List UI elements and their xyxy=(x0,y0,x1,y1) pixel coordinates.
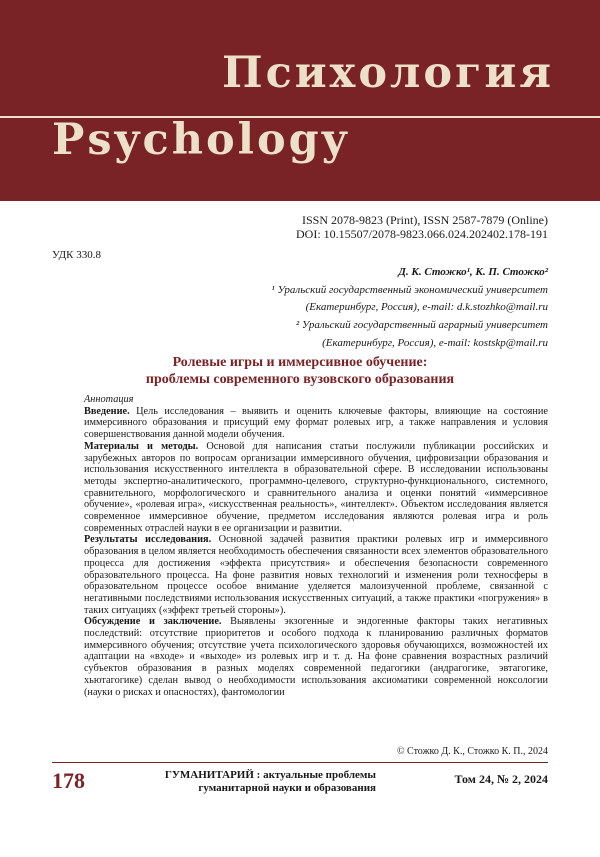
abstract-introduction-text: Цель исследования – выявить и оценить ключевые факторы, влияющие на состояние иммерсивного образования и присущий ему формат ролевых игр, а также направления и условия совершенствования данной модели обучения. xyxy=(84,405,548,441)
abstract-results-heading: Результаты исследования. xyxy=(84,534,212,546)
abstract-discussion xyxy=(84,616,548,698)
udc-code: УДК 330.8 xyxy=(52,249,102,261)
affiliation-1-line-1: ¹ Уральский государственный экономический университет xyxy=(271,283,548,296)
abstract-results-text: Основной задачей развития практики ролевых игр и иммерсивного образования в целом является необходимость обеспечения связанности всех элементов образовательного процесса для достижения «эффекта присутствия» и обеспечения безопасности современного образовательного процесса. На фоне развития новых технологий и изменения роли техносферы в образовательном процессе особое внимание уделяется малоизученной проблеме, связанной с негативными последствиями использования искусственных ситуаций, а также практики «погружения» в таких ситуациях («эффект третьей стороны»). xyxy=(84,534,548,616)
affiliation-2-line-2: (Екатеринбург, Россия), e-mail: kostskp@mail.ru xyxy=(322,336,548,349)
abstract-introduction xyxy=(84,406,548,441)
abstract-discussion-text: Выявлены экзогенные и эндогенные факторы таких негативных последствий: отсутствие приоритетов и особого подхода к планированию различных форматов иммерсивного обучения; отсутствие учета психологического здоровья обучающихся, возможностей их адаптации на «входе» и «выходе» из ролевых игр и т. д. На фоне сравнения возрастных различий субъектов образования в разных моделях современной педагогики (андрагогике, эвтагогике, хьютагогике) сделан вывод о необходимости использования аксиоматики современной ноксологии (науки о рисках и опасностях), фантомологии xyxy=(84,616,548,698)
abstract-methods-heading: Материалы и методы. xyxy=(84,440,199,452)
article-title xyxy=(52,354,548,388)
journal-name-line-1: ГУМАНИТАРИЙ : актуальные проблемы xyxy=(164,769,376,781)
affiliation-2-line-1: ² Уральский государственный аграрный университет xyxy=(295,319,548,332)
journal-name-line-2: гуманитарной науки и образования xyxy=(198,782,376,794)
abstract-results xyxy=(84,534,548,616)
abstract-introduction-heading: Введение. xyxy=(84,405,130,417)
page-number: 178 xyxy=(52,768,85,793)
journal-name xyxy=(140,769,376,795)
article-title-line-1: Ролевые игры и иммерсивное обучение: xyxy=(172,355,428,370)
abstract-discussion-heading: Обсуждение и заключение. xyxy=(84,616,222,628)
doi[interactable]: DOI: 10.15507/2078-9823.066.024.202402.178-191 xyxy=(296,227,548,241)
affiliation-1-line-2: (Екатеринбург, Россия), e-mail: d.k.stozhko@mail.ru xyxy=(305,301,548,314)
section-title-en: Psychology xyxy=(52,115,350,165)
section-title-ru: Психология xyxy=(222,48,555,98)
abstract-methods xyxy=(84,441,548,535)
abstract xyxy=(84,394,548,698)
issn: ISSN 2078-9823 (Print), ISSN 2587-7879 (Online) xyxy=(302,213,548,227)
abstract-label: Аннотация xyxy=(84,394,134,405)
header-band xyxy=(0,0,600,201)
copyright-notice: © Стожко Д. К., Стожко К. П., 2024 xyxy=(396,746,548,757)
publication-identifiers xyxy=(296,213,548,241)
article-title-line-2: проблемы современного вузовского образования xyxy=(145,372,455,387)
footer-divider xyxy=(52,762,548,763)
volume-issue: Том 24, № 2, 2024 xyxy=(454,772,548,786)
author-block xyxy=(271,264,548,353)
author-names: Д. К. Стожко¹, К. П. Стожко² xyxy=(398,266,548,278)
abstract-methods-text: Основой для написания статьи послужили публикации российских и зарубежных авторов по вопросам организации иммерсивного обучения, цифровизации образования и использования искусственного интеллекта в образовательной сфере. В исследовании использованы методы экспертно-аналитического, программно-целевого, структурно-функционального, системного, сравнительного, морфологического и сравнительного анализа и оценки понятий «иммерсивное обучение», «ролевая игра», «искусственная реальность», «интеллект». Объектом исследования является современное иммерсивное обучение, предметом исследования являются ролевая игра и роль современных отраслей науки в ее организации и развитии. xyxy=(84,440,548,534)
